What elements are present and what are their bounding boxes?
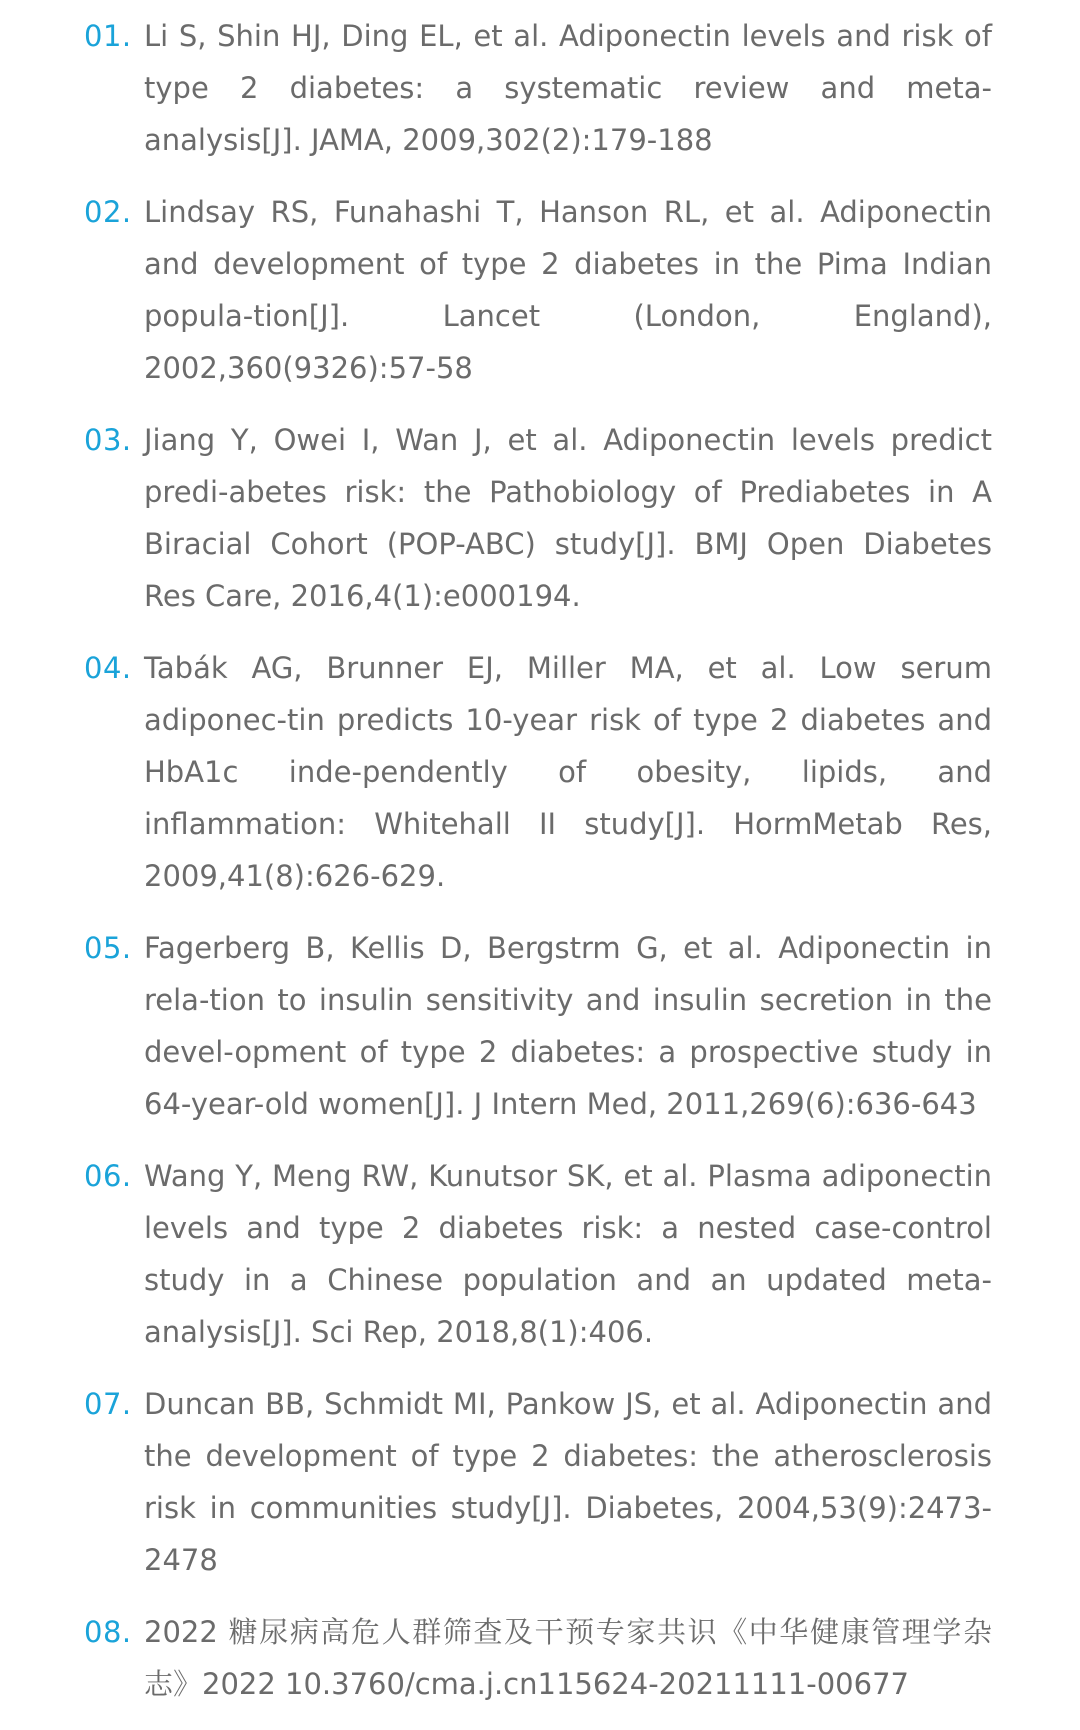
reference-item-02 [0, 186, 1080, 394]
reference-number: 01. [84, 19, 132, 53]
reference-text: Fagerberg B, Kellis D, Bergstrm G, et al. Adiponectin in rela-tion to insulin sensitivity and insulin secretion in the devel-opment of type 2 diabetes: a prospective study in 64-year-old women[J]. J Intern Med, 2011,269(6):636-643 [144, 931, 992, 1121]
reference-text: 2022 糖尿病高危人群筛查及干预专家共识《中华健康管理学杂志》2022 10.3760/cma.j.cn115624-20211111-00677 [144, 1615, 992, 1701]
reference-number: 08. [84, 1615, 132, 1649]
reference-text: Duncan BB, Schmidt MI, Pankow JS, et al. Adiponectin and the development of type 2 diabetes: the atherosclerosis risk in communities study[J]. Diabetes, 2004,53(9):2473-2478 [144, 1387, 992, 1577]
reference-number: 03. [84, 423, 132, 457]
reference-number: 05. [84, 931, 132, 965]
reference-item-04 [0, 642, 1080, 902]
reference-item-01 [0, 10, 1080, 166]
reference-number: 07. [84, 1387, 132, 1421]
reference-text: Li S, Shin HJ, Ding EL, et al. Adiponectin levels and risk of type 2 diabetes: a systematic review and meta-analysis[J]. JAMA, 2009,302(2):179-188 [144, 19, 992, 157]
reference-text: Wang Y, Meng RW, Kunutsor SK, et al. Plasma adiponectin levels and type 2 diabetes risk: a nested case-control study in a Chinese population and an updated meta-analysis[J]. Sci Rep, 2018,8(1):406. [144, 1159, 992, 1349]
reference-number: 02. [84, 195, 132, 229]
reference-item-06 [0, 1150, 1080, 1358]
reference-text: Jiang Y, Owei I, Wan J, et al. Adiponectin levels predict predi-abetes risk: the Pathobiology of Prediabetes in A Biracial Cohort (POP-ABC) study[J]. BMJ Open Diabetes Res Care, 2016,4(1):e000194. [144, 423, 992, 613]
reference-item-08 [0, 1606, 1080, 1710]
reference-number: 06. [84, 1159, 132, 1193]
reference-item-05 [0, 922, 1080, 1130]
reference-text: Tabák AG, Brunner EJ, Miller MA, et al. Low serum adiponec-tin predicts 10-year risk of type 2 diabetes and HbA1c inde-pendently of obesity, lipids, and inflammation: Whitehall II study[J]. HormMetab Res, 2009,41(8):626-629. [144, 651, 992, 893]
reference-item-07 [0, 1378, 1080, 1586]
reference-item-03 [0, 414, 1080, 622]
reference-text: Lindsay RS, Funahashi T, Hanson RL, et al. Adiponectin and development of type 2 diabetes in the Pima Indian popula-tion[J]. Lancet (London, England), 2002,360(9326):57-58 [144, 195, 992, 385]
reference-number: 04. [84, 651, 132, 685]
